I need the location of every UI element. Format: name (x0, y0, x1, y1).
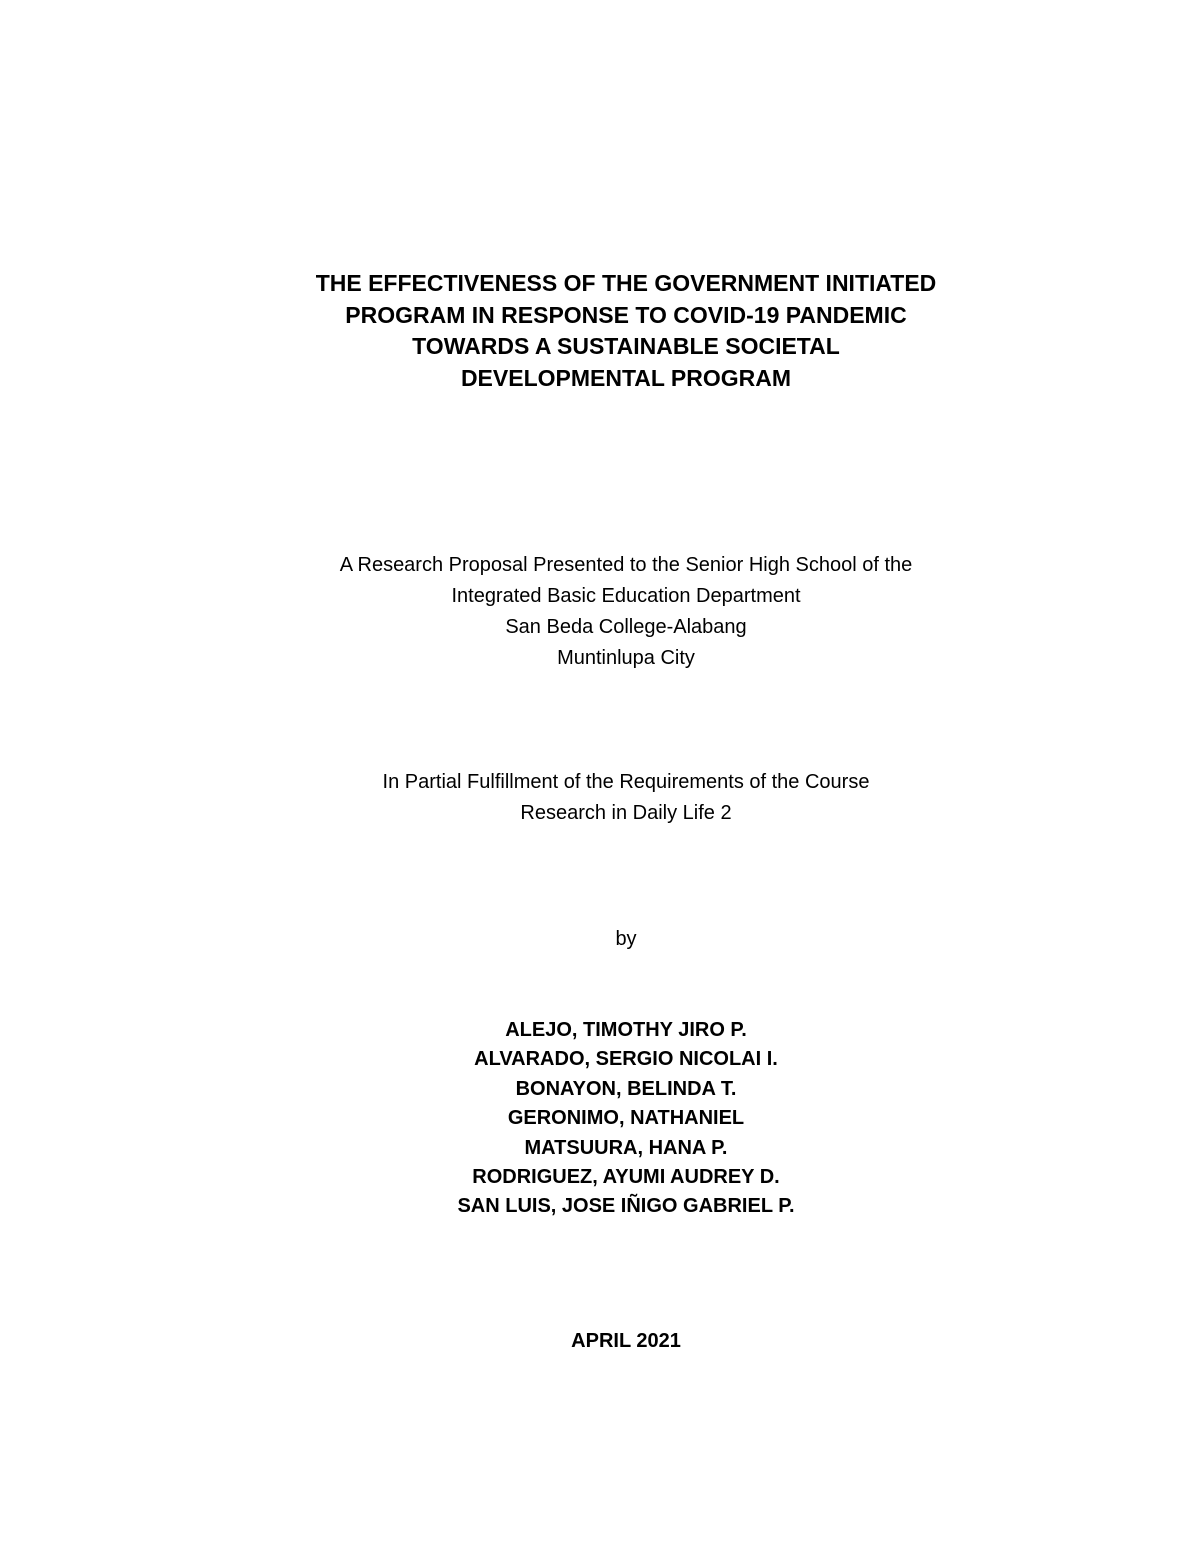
author-list (0, 1016, 1200, 1222)
author-name: ALEJO, TIMOTHY JIRO P. (505, 1019, 747, 1041)
author-name: ALVARADO, SERGIO NICOLAI I. (474, 1048, 778, 1071)
title-line: PROGRAM IN RESPONSE TO COVID-19 PANDEMIC (345, 301, 907, 328)
author-name: MATSUURA, HANA P. (524, 1136, 728, 1159)
title-line: DEVELOPMENTAL PROGRAM (460, 364, 792, 391)
institution-line: San Beda College-Alabang (505, 616, 747, 638)
course-line: Research in Daily Life 2 (520, 802, 732, 824)
author-name: SAN LUIS, JOSE IÑIGO GABRIEL P. (457, 1195, 795, 1218)
city-line: Muntinlupa City (557, 647, 695, 669)
author-name: GERONIMO, NATHANIEL (507, 1107, 745, 1130)
title-line: THE EFFECTIVENESS OF THE GOVERNMENT INITIATED (315, 270, 937, 296)
author-name: BONAYON, BELINDA T. (515, 1077, 737, 1100)
author-name: RODRIGUEZ, AYUMI AUDREY D. (472, 1166, 780, 1189)
by-label: by (615, 928, 637, 950)
submission-date: APRIL 2021 (571, 1330, 681, 1352)
fulfillment-line: In Partial Fulfillment of the Requirements of the Course (382, 771, 870, 793)
presented-to-block (0, 550, 1200, 674)
fulfillment-block (0, 767, 1200, 829)
department-line: Integrated Basic Education Department (451, 585, 801, 607)
presented-to-line: A Research Proposal Presented to the Senior High School of the (339, 554, 913, 576)
title-line: TOWARDS A SUSTAINABLE SOCIETAL (412, 333, 840, 359)
research-title (0, 268, 1200, 394)
